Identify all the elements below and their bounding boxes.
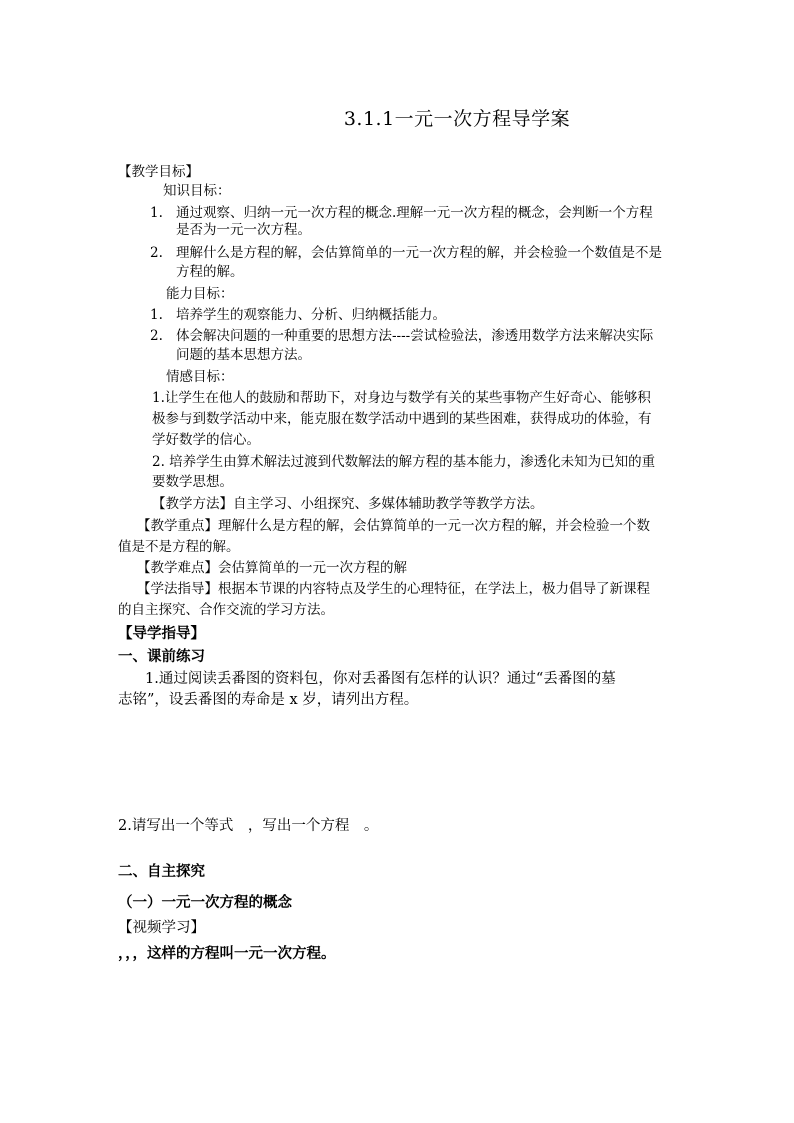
video-study-heading: 【视频学习】 — [118, 920, 205, 936]
emotion-item-1-line-3: 学好数学的信心。 — [152, 432, 260, 448]
subsection-concept-heading: （一）一元一次方程的概念 — [118, 894, 292, 911]
emotion-item-1-line-1: 1.让学生在他人的鼓励和帮助下，对身边与数学有关的某些事物产生好奇心、能够积 — [152, 390, 651, 406]
ability-item-1-num: 1. — [150, 307, 163, 323]
ability-item-2-line-2: 问题的基本思想方法。 — [176, 347, 311, 363]
knowledge-item-2-line-1: 理解什么是方程的解，会估算简单的一元一次方程的解，并会检验一个数值是不是 — [176, 245, 662, 261]
knowledge-item-1-line-2: 是否为一元一次方程。 — [176, 222, 311, 238]
knowledge-item-1-line-1: 通过观察、归纳一元一次方程的概念.理解一元一次方程的概念，会判断一个方程 — [176, 205, 653, 221]
ability-item-2-line-1: 体会解决问题的一种重要的思想方法----尝试检验法，渗透用数学方法来解决实际 — [176, 328, 654, 344]
section-2-heading: 二、自主探究 — [118, 863, 205, 880]
question-2: 2.请写出一个等式 ，写出一个方程 。 — [118, 818, 379, 834]
teaching-method: 【教学方法】自主学习、小组探究、多媒体辅助教学等教学方法。 — [152, 496, 544, 512]
guide-heading: 【导学指导】 — [118, 625, 205, 642]
teaching-difficulty: 【教学难点】会估算简单的一元一次方程的解 — [137, 560, 407, 576]
question-1-line-1: 1.通过阅读丢番图的资料包，你对丢番图有怎样的认识？通过“丢番图的墓 — [145, 671, 616, 687]
study-guidance-line-2: 的自主探究、合作交流的学习方法。 — [118, 602, 334, 618]
ability-item-1-line-1: 培养学生的观察能力、分析、归纳概括能力。 — [176, 307, 446, 323]
key-point-line-2: 值是不是方程的解。 — [118, 539, 240, 555]
knowledge-item-2-num: 2. — [150, 245, 163, 261]
knowledge-label: 知识目标： — [163, 183, 231, 199]
emotion-item-1-line-2: 极参与到数学活动中来，能克服在数学活动中遇到的某些困难，获得成功的体验，有 — [152, 411, 652, 427]
definition-line: ，，，这样的方程叫一元一次方程。 — [118, 945, 336, 962]
section-1-heading: 一、课前练习 — [118, 648, 205, 665]
emotion-label: 情感目标： — [166, 369, 234, 385]
emotion-item-2-line-1: 2. 培养学生由算术解法过渡到代数解法的解方程的基本能力，渗透化未知为已知的重 — [152, 454, 656, 470]
knowledge-item-2-line-2: 方程的解。 — [176, 264, 244, 280]
key-point-line-1: 【教学重点】理解什么是方程的解，会估算简单的一元一次方程的解，并会检验一个数 — [137, 518, 650, 534]
ability-label: 能力目标： — [166, 286, 234, 302]
knowledge-item-1-num: 1. — [150, 205, 163, 221]
ability-item-2-num: 2. — [150, 328, 163, 344]
objectives-heading: 【教学目标】 — [118, 164, 199, 180]
study-guidance-line-1: 【学法指导】根据本节课的内容特点及学生的心理特征，在学法上，极力倡导了新课程 — [137, 581, 650, 597]
emotion-item-2-line-2: 要数学思想。 — [152, 474, 233, 490]
page-title: 3.1.1一元一次方程导学案 — [343, 108, 571, 130]
question-1-line-2: 志铭”，设丢番图的寿命是 x 岁，请列出方程。 — [118, 692, 419, 708]
